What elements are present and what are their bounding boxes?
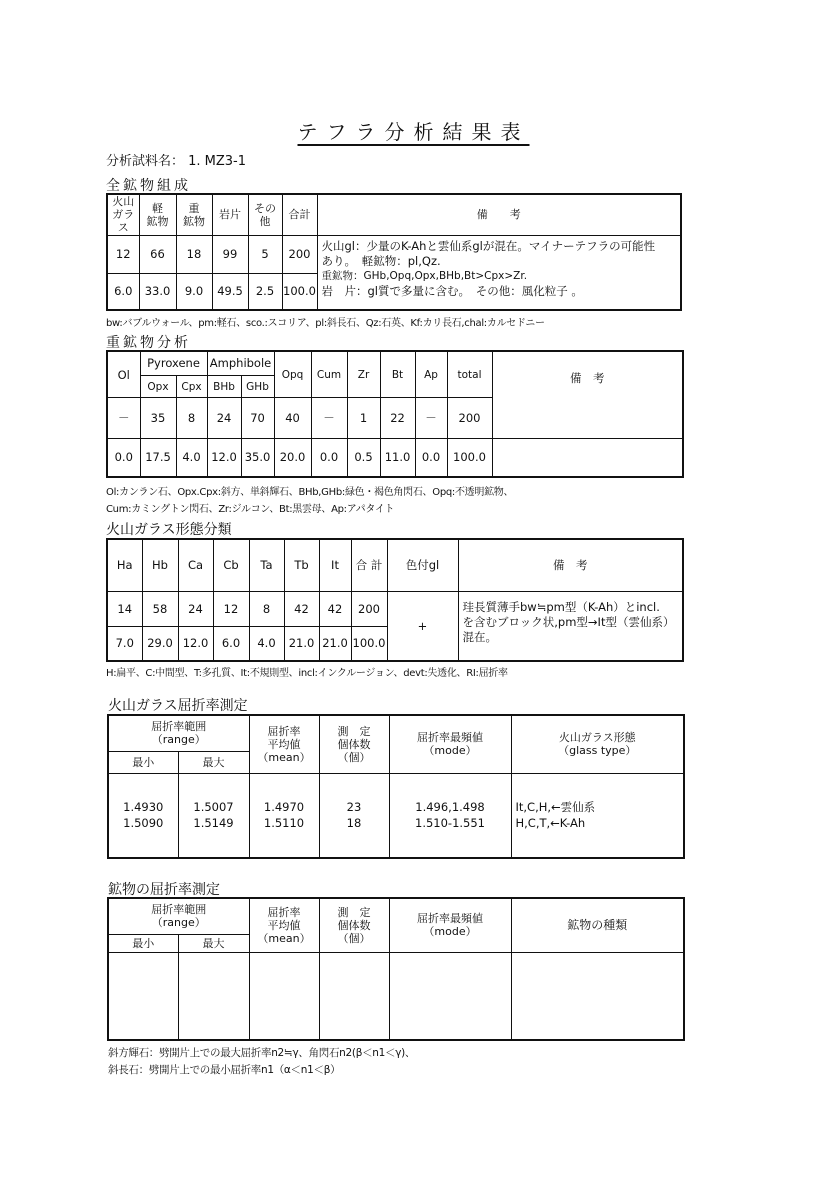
count-cell: 8: [176, 398, 207, 439]
header-volcanic-glass: 火山 ガラス: [107, 194, 139, 235]
header-remarks: 備 考: [317, 194, 681, 235]
heavy-mineral-heading: 重鉱物分析: [106, 335, 191, 351]
glass-type-value: It,C,H,←雲仙系: [515, 800, 596, 815]
glass-type-value: H,C,T,←K-Ah: [515, 816, 586, 831]
header-range: [108, 715, 249, 751]
count-cell: 24: [178, 591, 213, 626]
percent-cell: 12.0: [178, 626, 213, 661]
mode-label-1: 屈折率最頻値: [417, 912, 483, 926]
count-label-1: 測 定: [337, 905, 371, 919]
header-mean: [249, 715, 319, 773]
mineral-ri-note-2: 斜長石：劈開片上での最小屈折率n1（α＜n1＜β）: [108, 1064, 341, 1076]
header-max: 最大: [178, 934, 249, 952]
percent-cell: 21.0: [284, 626, 319, 661]
count-cell: 66: [139, 235, 176, 273]
percent-cell: 6.0: [213, 626, 249, 661]
count-cell: 12: [107, 235, 139, 273]
count-cell: 200: [447, 398, 492, 439]
count-cell: 99: [212, 235, 248, 273]
header-cb: Cb: [213, 539, 249, 591]
header-count: [319, 715, 389, 773]
percent-cell: 0.0: [311, 438, 347, 477]
percent-cell: 29.0: [142, 626, 178, 661]
colored-glass-cell: +: [387, 591, 458, 661]
percent-cell: 35.0: [241, 438, 274, 477]
count-cell: 1: [347, 398, 380, 439]
count-cell: 8: [249, 591, 284, 626]
mineral-ri-table: [107, 897, 685, 1041]
header-it: It: [319, 539, 351, 591]
mode-value: 1.496,1.498: [415, 800, 485, 815]
count-cell: 24: [207, 398, 241, 439]
count-cell: 42: [284, 591, 319, 626]
min-value: 1.4930: [123, 800, 164, 815]
count-cell: 12: [213, 591, 249, 626]
header-range: [108, 898, 249, 934]
header-ha: Ha: [107, 539, 142, 591]
header-max: 最大: [178, 751, 249, 773]
mineral-ri-heading: 鉱物の屈折率測定: [108, 882, 220, 898]
header-ol: Ol: [107, 351, 140, 398]
count-cell: 200: [351, 591, 387, 626]
remark-cell: [492, 438, 683, 477]
header-ta: Ta: [249, 539, 284, 591]
mode-cell: [389, 773, 511, 858]
glass-shape-table: [106, 538, 684, 662]
glass-ri-table: [107, 714, 685, 859]
range-label: 屈折率範囲: [151, 903, 207, 917]
header-remarks: 備 考: [458, 539, 683, 591]
count-label-1: 測 定: [337, 724, 371, 738]
max-cell: [178, 952, 249, 1040]
mode-label-1: 屈折率最頻値: [417, 731, 483, 745]
mean-label-1: 屈折率: [267, 905, 301, 919]
percent-cell: 100.0: [282, 273, 317, 310]
mineral-kind-cell: [511, 952, 684, 1040]
header-opx: Opx: [140, 375, 176, 397]
header-total: 合 計: [351, 539, 387, 591]
header-mineral-kind: 鉱物の種類: [511, 898, 684, 952]
percent-cell: 7.0: [107, 626, 142, 661]
count-cell: －: [311, 398, 347, 439]
header-colored-glass: 色付gl: [387, 539, 458, 591]
count-cell: 58: [142, 591, 178, 626]
percent-cell: 11.0: [380, 438, 415, 477]
header-count: [319, 898, 389, 952]
remark-line: あり。 軽鉱物：pl,Qz.: [321, 253, 441, 268]
header-opq: Opq: [274, 351, 311, 398]
mean-value: 1.5110: [263, 816, 305, 831]
header-mode: [389, 898, 511, 952]
header-zr: Zr: [347, 351, 380, 398]
count-cell: －: [415, 398, 447, 439]
glass-shape-remarks: [458, 591, 683, 661]
mode-cell: [389, 952, 511, 1040]
header-hb: Hb: [142, 539, 178, 591]
mean-label-2: 平均値: [267, 918, 301, 932]
count-cell: 42: [319, 591, 351, 626]
mineral-comp-note: bw:バブルウォール、pm:軽石、sco.:スコリア、pl:斜長石、Qz:石英、Kf:カリ長石,chal:カルセドニー: [106, 318, 545, 329]
range-en-label: （range）: [151, 916, 206, 930]
mode-label-2: （mode）: [423, 744, 477, 758]
header-total: 合計: [282, 194, 317, 235]
percent-cell: 0.0: [415, 438, 447, 477]
mode-label-2: （mode）: [423, 925, 477, 939]
count-cell: －: [107, 398, 140, 439]
percent-cell: 4.0: [249, 626, 284, 661]
mineral-comp-heading: 全鉱物組成: [106, 178, 191, 194]
count-cell: 35: [140, 398, 176, 439]
count-label-3: （個）: [337, 750, 371, 764]
sample-name: 分析試料名： 1. MZ3-1: [106, 154, 247, 169]
count-label-2: 個体数: [337, 737, 371, 751]
header-bt: Bt: [380, 351, 415, 398]
percent-cell: 17.5: [140, 438, 176, 477]
mineral-ri-note-1: 斜方輝石：劈開片上での最大屈折率n2≒γ、角閃石n2(β＜n1＜γ)、: [108, 1047, 416, 1059]
header-ap: Ap: [415, 351, 447, 398]
heavy-mineral-note-1: Ol:カンラン石、Opx.Cpx:斜方、単斜輝石、BHb,GHb:緑色・褐色角閃石、Opq:不透明鉱物、: [106, 487, 514, 498]
count-cell: 40: [274, 398, 311, 439]
mean-label-3: （mean）: [257, 750, 311, 764]
mineral-comp-table: [106, 193, 682, 311]
header-light-mineral: 軽 鉱物: [139, 194, 176, 235]
mean-label-2: 平均値: [267, 737, 301, 751]
percent-cell: 2.5: [248, 273, 282, 310]
count-label-3: （個）: [337, 931, 371, 945]
remark-line: 火山gl：少量のK-Ahと雲仙系glが混在。マイナーテフラの可能性: [321, 238, 656, 253]
count-cell: [319, 952, 389, 1040]
header-amphibole: Amphibole: [207, 351, 274, 375]
mean-cell: [249, 773, 319, 858]
header-ca: Ca: [178, 539, 213, 591]
percent-cell: 100.0: [351, 626, 387, 661]
heavy-mineral-note-2: Cum:カミングトン閃石、Zr:ジルコン、Bt:黒雲母、Ap:アパタイト: [106, 504, 395, 515]
min-value: 1.5090: [123, 816, 164, 831]
header-mode: [389, 715, 511, 773]
header-pyroxene: Pyroxene: [140, 351, 207, 375]
percent-cell: 100.0: [447, 438, 492, 477]
count-cell: 5: [248, 235, 282, 273]
mean-cell: [249, 952, 319, 1040]
count-cell: 200: [282, 235, 317, 273]
remark-line: 岩 片：gl質で多量に含む。 その他：風化粒子 。: [321, 283, 583, 298]
remark-line: 珪長質薄手bw≒pm型（K-Ah）とincl.: [462, 599, 660, 614]
heavy-mineral-table: [106, 350, 684, 478]
min-cell: [108, 773, 178, 858]
header-bhb: BHb: [207, 375, 241, 397]
header-ghb: GHb: [241, 375, 274, 397]
max-cell: [178, 773, 249, 858]
header-cpx: Cpx: [176, 375, 207, 397]
percent-cell: 0.5: [347, 438, 380, 477]
count-cell: [319, 773, 389, 858]
count-cell: 22: [380, 398, 415, 439]
percent-cell: 49.5: [212, 273, 248, 310]
max-value: 1.5007: [193, 800, 234, 815]
header-min: 最小: [108, 751, 178, 773]
header-remarks: 備 考: [492, 351, 683, 438]
mean-label-1: 屈折率: [267, 724, 301, 738]
count-label-2: 個体数: [337, 918, 371, 932]
header-rock-fragment: 岩片: [212, 194, 248, 235]
header-total: total: [447, 351, 492, 398]
type-label-2: （glass type）: [558, 744, 637, 758]
range-en-label: （range）: [151, 733, 206, 747]
count-cell: 18: [176, 235, 212, 273]
header-tb: Tb: [284, 539, 319, 591]
header-min: 最小: [108, 934, 178, 952]
header-cum: Cum: [311, 351, 347, 398]
header-glass-type: [511, 715, 684, 773]
mean-label-3: （mean）: [257, 931, 311, 945]
mode-value: 1.510-1.551: [415, 816, 485, 831]
percent-cell: 0.0: [107, 438, 140, 477]
percent-cell: 4.0: [176, 438, 207, 477]
range-label: 屈折率範囲: [151, 720, 207, 734]
header-other: その 他: [248, 194, 282, 235]
count-value: 23: [346, 800, 362, 815]
glass-shape-heading: 火山ガラス形態分類: [106, 522, 232, 538]
percent-cell: 9.0: [176, 273, 212, 310]
percent-cell: 21.0: [319, 626, 351, 661]
remark-line: を含むブロック状,pm型→It型（雲仙系）: [462, 614, 675, 629]
percent-cell: 6.0: [107, 273, 139, 310]
header-mean: [249, 898, 319, 952]
page-title: テフラ分析結果表: [297, 120, 530, 144]
glass-type-cell: [511, 773, 684, 858]
header-heavy-mineral: 重 鉱物: [176, 194, 212, 235]
glass-ri-heading: 火山ガラス屈折率測定: [108, 698, 248, 714]
count-value: 18: [346, 816, 362, 831]
remark-line: 混在。: [462, 629, 497, 644]
glass-shape-note: H:扁平、C:中間型、T:多孔質、It:不規則型、incl:インクルージョン、devt:失透化、RI:屈折率: [106, 668, 508, 679]
min-cell: [108, 952, 178, 1040]
percent-cell: 33.0: [139, 273, 176, 310]
remark-line: 重鉱物：GHb,Opq,Opx,BHb,Bt>Cpx>Zr.: [321, 269, 528, 282]
type-label-1: 火山ガラス形態: [558, 731, 636, 745]
percent-cell: 12.0: [207, 438, 241, 477]
count-cell: 14: [107, 591, 142, 626]
max-value: 1.5149: [193, 816, 234, 831]
mean-value: 1.4970: [263, 800, 305, 815]
mineral-comp-remarks: [317, 235, 681, 310]
percent-cell: 20.0: [274, 438, 311, 477]
count-cell: 70: [241, 398, 274, 439]
